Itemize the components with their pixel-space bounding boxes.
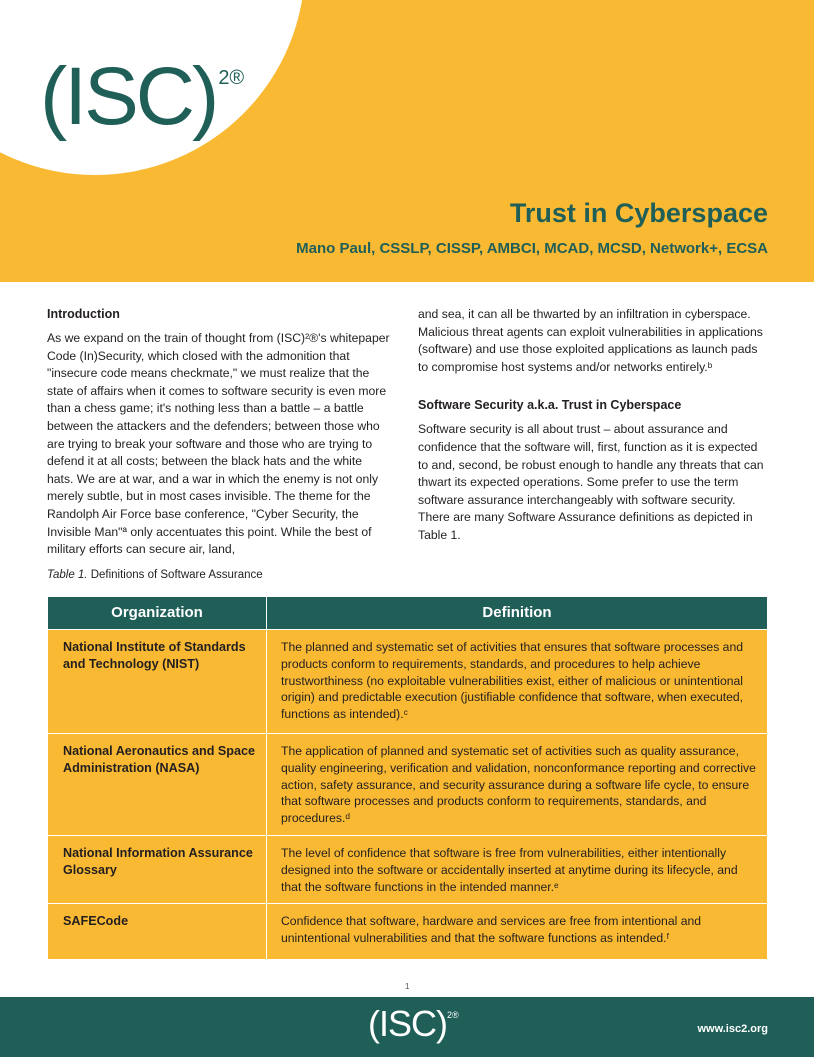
header-banner	[0, 0, 814, 282]
footer-url-link[interactable]: www.isc2.org	[697, 1023, 768, 1035]
org-cell: National Aeronautics and Space Administration (NASA)	[48, 734, 267, 836]
table-row	[48, 630, 768, 734]
footer-logo-text: (ISC)	[368, 1003, 447, 1044]
right-column	[418, 306, 765, 545]
column-header-definition: Definition	[267, 597, 768, 630]
logo-superscript: 2®	[218, 66, 245, 89]
logo-text: (ISC)	[40, 51, 217, 142]
isc2-logo	[40, 51, 245, 142]
definition-cell: The level of confidence that software is free from vulnerabilities, either intentionally designed into the software or accidentally inserted at anytime during its lifecycle, and that the software functions in the intended manner.ᵉ	[267, 836, 768, 904]
intro-body: As we expand on the train of thought from (ISC)²®'s whitepaper Code (In)Security, which closed with the admonition that "insecure code means checkmate," we must realize that the state of affairs when it comes to software security is even more than a chess game; it's nothing less than a battle – a battle between the attackers and the defenders; between those who are trying to break your software and those who are trying to defend it at all costs; between the black hats and the white hats. We are at war, and a war in which the enemy is not only merely subtle, but in most cases invisible. The theme for the Randolph Air Force base conference, "Cyber Security, the Invisible Man"ª only accentuates this point. While the best of military efforts can secure air, land,	[47, 331, 390, 557]
software-security-heading: Software Security a.k.a. Trust in Cyberspace	[418, 398, 682, 413]
definitions-table	[47, 596, 768, 960]
document-title: Trust in Cyberspace	[509, 198, 768, 228]
definition-cell: Confidence that software, hardware and services are free from intentional and unintentional vulnerabilities and that the software functions as intended.ᶠ	[267, 904, 768, 960]
table-caption	[47, 569, 263, 581]
software-security-body: Software security is all about trust – about assurance and confidence that the software will, first, function as it is expected to and, second, be robust enough to handle any threats that can thwart its expected operations. Some prefer to use the term software assurance interchangeably with software security. There are many Software Assurance definitions as depicted in Table 1.	[418, 422, 764, 542]
org-cell: SAFECode	[48, 904, 267, 960]
org-cell: National Information Assurance Glossary	[48, 836, 267, 904]
table-row	[48, 734, 768, 836]
footer-bar	[0, 997, 814, 1057]
footer-logo-superscript: 2®	[447, 1010, 459, 1020]
table-row	[48, 904, 768, 960]
footer-isc2-logo	[368, 1003, 459, 1044]
intro-heading: Introduction	[47, 307, 120, 321]
column-header-organization: Organization	[48, 597, 267, 630]
page-number: 1	[405, 982, 410, 991]
org-cell: National Institute of Standards and Technology (NIST)	[48, 630, 267, 734]
intro-continuation: and sea, it can all be thwarted by an infiltration in cyberspace. Malicious threat agents can exploit vulnerabilities in applications (software) and use those exploited applications as launch pads to compromise host systems and/or networks entirely.ᵇ	[418, 307, 763, 374]
author-line: Mano Paul, CSSLP, CISSP, AMBCI, MCAD, MCSD, Network+, ECSA	[296, 240, 768, 257]
left-column	[47, 306, 390, 559]
table-caption-label: Table 1.	[47, 569, 88, 581]
table-header-row	[48, 597, 768, 630]
definition-cell: The application of planned and systematic set of activities such as quality assurance, quality engineering, verification and validation, nonconformance reporting and corrective action, safety assurance, and security assurance during a software life cycle, to ensure that software processes and products conform to requirements, standards, and procedures.ᵈ	[267, 734, 768, 836]
table-row	[48, 836, 768, 904]
table-caption-text: Definitions of Software Assurance	[90, 569, 263, 581]
definition-cell: The planned and systematic set of activities that ensures that software processes and products conform to requirements, standards, and procedures to help achieve trustworthiness (no exploitable vulnerabilities exist, either of malicious or unintentional origin) and predictable execution (justifiable confidence that software, when executed, functions as intended).ᶜ	[267, 630, 768, 734]
